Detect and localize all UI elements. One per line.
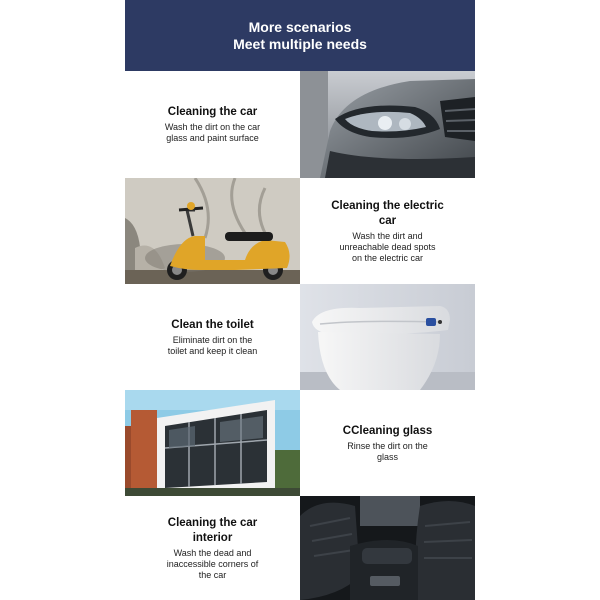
- scenario-title: Clean the toilet: [171, 318, 254, 331]
- scenario-title: Cleaning the car: [167, 106, 258, 118]
- scenario-glass-text: [300, 390, 475, 496]
- scenario-title: Cleaning the electric car: [331, 199, 444, 227]
- scenario-car-interior-text: [125, 496, 300, 600]
- scenario-car-text: [125, 71, 300, 178]
- scenario-description: Wash the dirt on the car glass and paint surface: [164, 122, 261, 143]
- scenario-title: Cleaning the car interior: [167, 516, 258, 544]
- car-seats-photo: [300, 496, 475, 600]
- scenario-description: Rinse the dirt on the glass: [347, 440, 428, 462]
- header-banner: [125, 0, 475, 71]
- scenario-description: Wash the dirt and unreachable dead spots on the electric car: [339, 230, 436, 263]
- scenario-electric-car-text: [300, 178, 475, 284]
- smart-toilet-photo: [300, 284, 475, 390]
- header-title-line2: Meet multiple needs: [233, 35, 367, 52]
- header-title-line1: More scenarios: [248, 18, 352, 35]
- car-headlight-photo: [300, 71, 475, 178]
- scenario-title: CCleaning glass: [342, 424, 433, 437]
- glass-house-photo: [125, 390, 300, 496]
- scenario-description: Eliminate dirt on the toilet and keep it clean: [167, 334, 258, 356]
- scenario-panel: [125, 0, 475, 600]
- scenario-description: Wash the dead and inaccessible corners of the car: [166, 547, 259, 580]
- scenario-toilet-text: [125, 284, 300, 390]
- yellow-scooter-photo: [125, 178, 300, 284]
